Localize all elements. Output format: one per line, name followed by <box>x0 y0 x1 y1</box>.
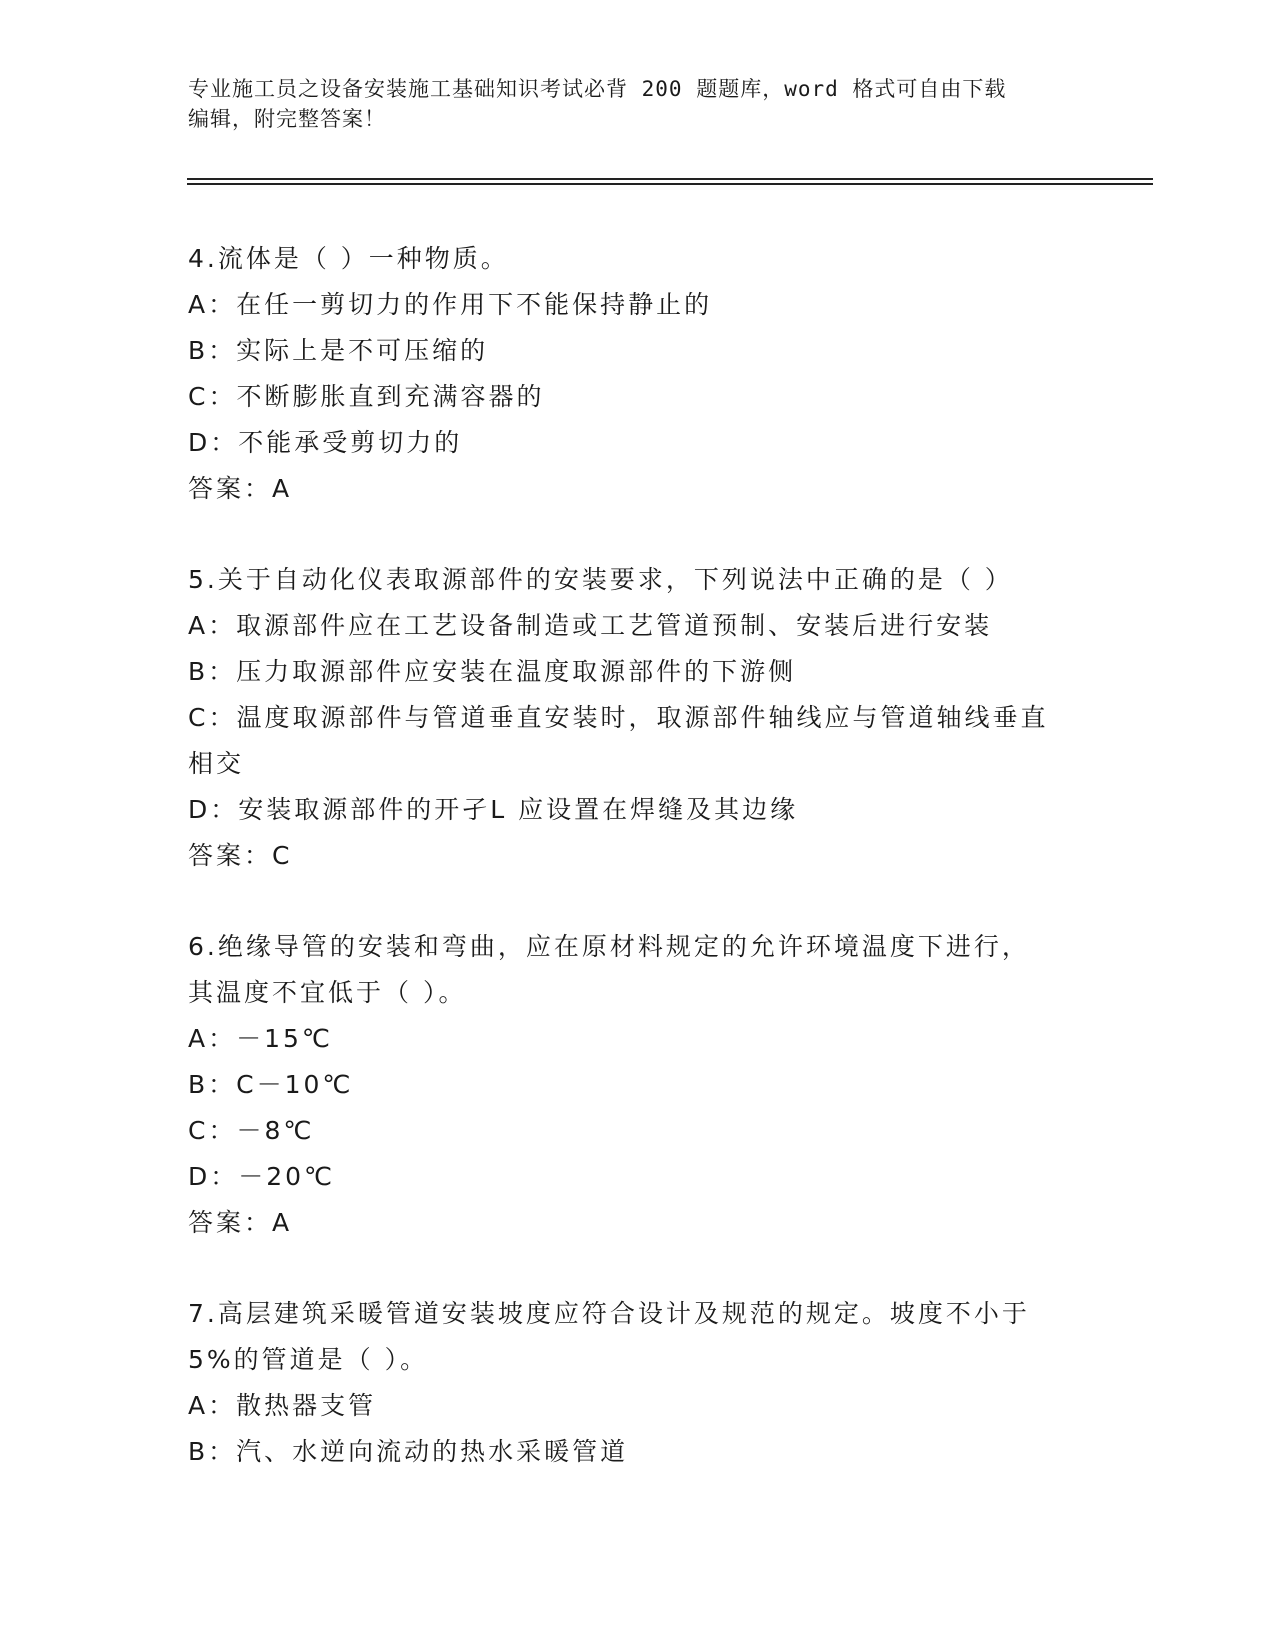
option-a: A：在任一剪切力的作用下不能保持静止的 <box>188 290 713 319</box>
answer-line: 答案：A <box>188 474 293 503</box>
question-stem: 7.高层建筑采暖管道安装坡度应符合设计及规范的规定。坡度不小于 <box>188 1299 1030 1328</box>
option-a: A：－15℃ <box>188 1024 333 1053</box>
question-block <box>188 1291 1088 1475</box>
option-c: C：不断膨胀直到充满容器的 <box>188 382 545 411</box>
question-stem: 6.绝缘导管的安装和弯曲，应在原材料规定的允许环境温度下进行， <box>188 932 1030 961</box>
option-c-continued: 相交 <box>188 749 245 778</box>
option-c: C：温度取源部件与管道垂直安装时，取源部件轴线应与管道轴线垂直 <box>188 703 1049 732</box>
option-d: D：－20℃ <box>188 1162 336 1191</box>
question-block <box>188 236 1088 512</box>
header-divider-bottom <box>187 183 1153 185</box>
question-block <box>188 557 1088 879</box>
question-stem: 4.流体是（ ）一种物质。 <box>188 244 509 273</box>
option-b: B：实际上是不可压缩的 <box>188 336 489 365</box>
header-line-1: 专业施工员之设备安装施工基础知识考试必背 200 题题库，word 格式可自由下载 <box>188 77 1007 101</box>
option-b: B：C－10℃ <box>188 1070 354 1099</box>
question-stem: 5.关于自动化仪表取源部件的安装要求，下列说法中正确的是（ ） <box>188 565 1013 594</box>
option-c: C：－8℃ <box>188 1116 315 1145</box>
question-stem-continued: 5%的管道是（ ）。 <box>188 1345 429 1374</box>
option-a: A：散热器支管 <box>188 1391 377 1420</box>
option-b: B：汽、水逆向流动的热水采暖管道 <box>188 1437 629 1466</box>
option-b: B：压力取源部件应安装在温度取源部件的下游侧 <box>188 657 797 686</box>
header-divider-top <box>187 178 1153 180</box>
option-a: A：取源部件应在工艺设备制造或工艺管道预制、安装后进行安装 <box>188 611 993 640</box>
header-line-2: 编辑，附完整答案！ <box>188 107 386 131</box>
document-header <box>188 74 1068 134</box>
question-list <box>188 236 1088 1520</box>
option-d: D：不能承受剪切力的 <box>188 428 463 457</box>
question-block <box>188 924 1088 1246</box>
answer-line: 答案：A <box>188 1208 293 1237</box>
question-stem-continued: 其温度不宜低于（ ）。 <box>188 978 467 1007</box>
answer-line: 答案：C <box>188 841 293 870</box>
option-d: D：安装取源部件的开孑L 应设置在焊缝及其边缘 <box>188 795 799 824</box>
